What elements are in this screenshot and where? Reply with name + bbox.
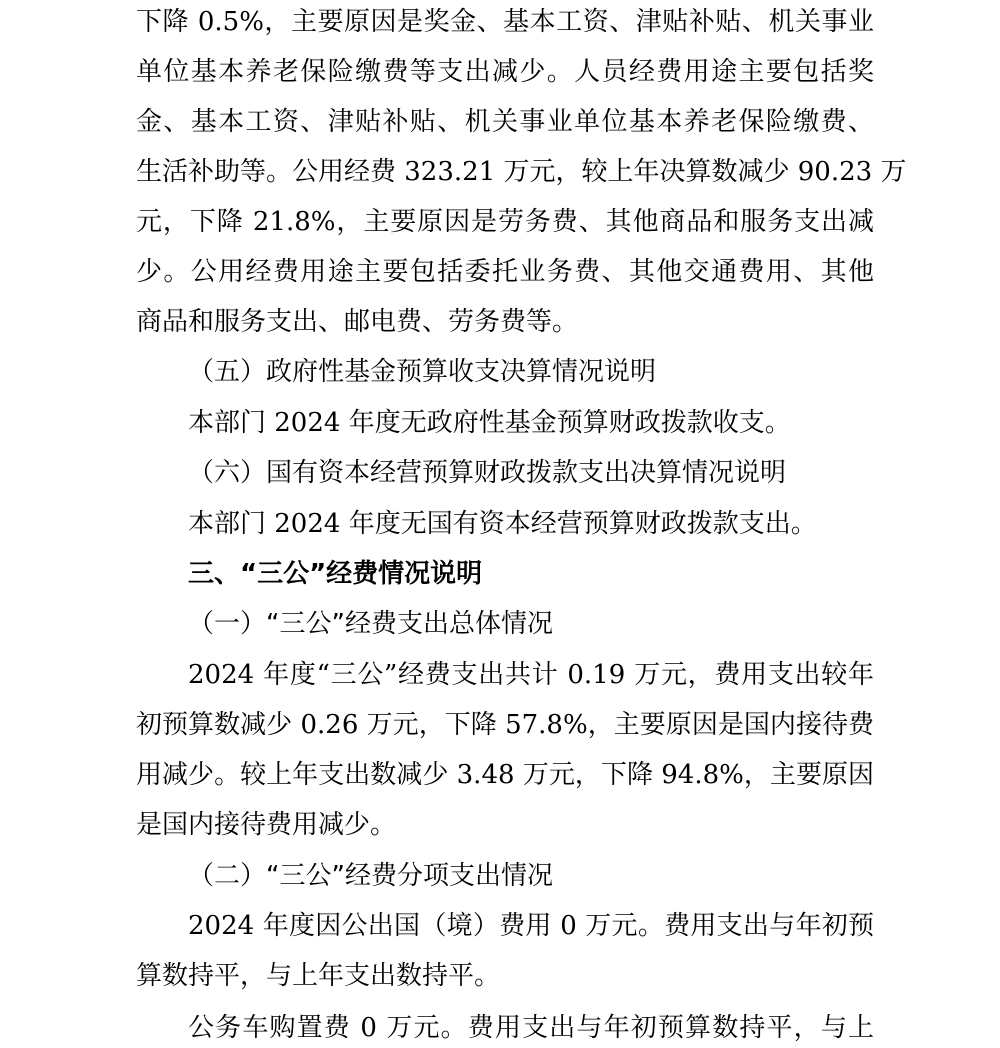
- paragraph-line: 单位基本养老保险缴费等支出减少。人员经费用途主要包括奖: [136, 57, 874, 87]
- paragraph-line: 本部门 2024 年度无国有资本经营预算财政拨款支出。: [188, 509, 817, 539]
- paragraph-line: 下降 0.5%，主要原因是奖金、基本工资、津贴补贴、机关事业: [136, 7, 874, 37]
- paragraph-line: 金、基本工资、津贴补贴、机关事业单位基本养老保险缴费、: [136, 107, 874, 137]
- chapter-heading-3: 三、“三公”经费情况说明: [188, 559, 483, 589]
- paragraph-line: 本部门 2024 年度无政府性基金预算财政拨款收支。: [188, 408, 791, 438]
- paragraph-line: 生活补助等。公用经费 323.21 万元，较上年决算数减少 90.23 万: [136, 157, 907, 187]
- paragraph-line: 2024 年度因公出国（境）费用 0 万元。费用支出与年初预: [188, 911, 874, 941]
- section-heading-2: （二）“三公”经费分项支出情况: [188, 861, 553, 891]
- paragraph-line: 元，下降 21.8%，主要原因是劳务费、其他商品和服务支出减: [136, 207, 874, 237]
- paragraph-line: 用减少。较上年支出数减少 3.48 万元，下降 94.8%，主要原因: [136, 760, 874, 790]
- section-heading-5: （五）政府性基金预算收支决算情况说明: [188, 357, 657, 387]
- paragraph-line: 算数持平，与上年支出数持平。: [136, 961, 501, 991]
- paragraph-line: 是国内接待费用减少。: [136, 810, 397, 840]
- paragraph-line: 商品和服务支出、邮电费、劳务费等。: [136, 307, 579, 337]
- paragraph-line: 公务车购置费 0 万元。费用支出与年初预算数持平，与上: [188, 1013, 874, 1043]
- paragraph-line: 少。公用经费用途主要包括委托业务费、其他交通费用、其他: [136, 257, 874, 287]
- section-heading-1: （一）“三公”经费支出总体情况: [188, 609, 553, 639]
- paragraph-line: 初预算数减少 0.26 万元，下降 57.8%，主要原因是国内接待费: [136, 710, 874, 740]
- section-heading-6: （六）国有资本经营预算财政拨款支出决算情况说明: [188, 458, 787, 488]
- paragraph-line: 2024 年度“三公”经费支出共计 0.19 万元，费用支出较年: [188, 660, 874, 690]
